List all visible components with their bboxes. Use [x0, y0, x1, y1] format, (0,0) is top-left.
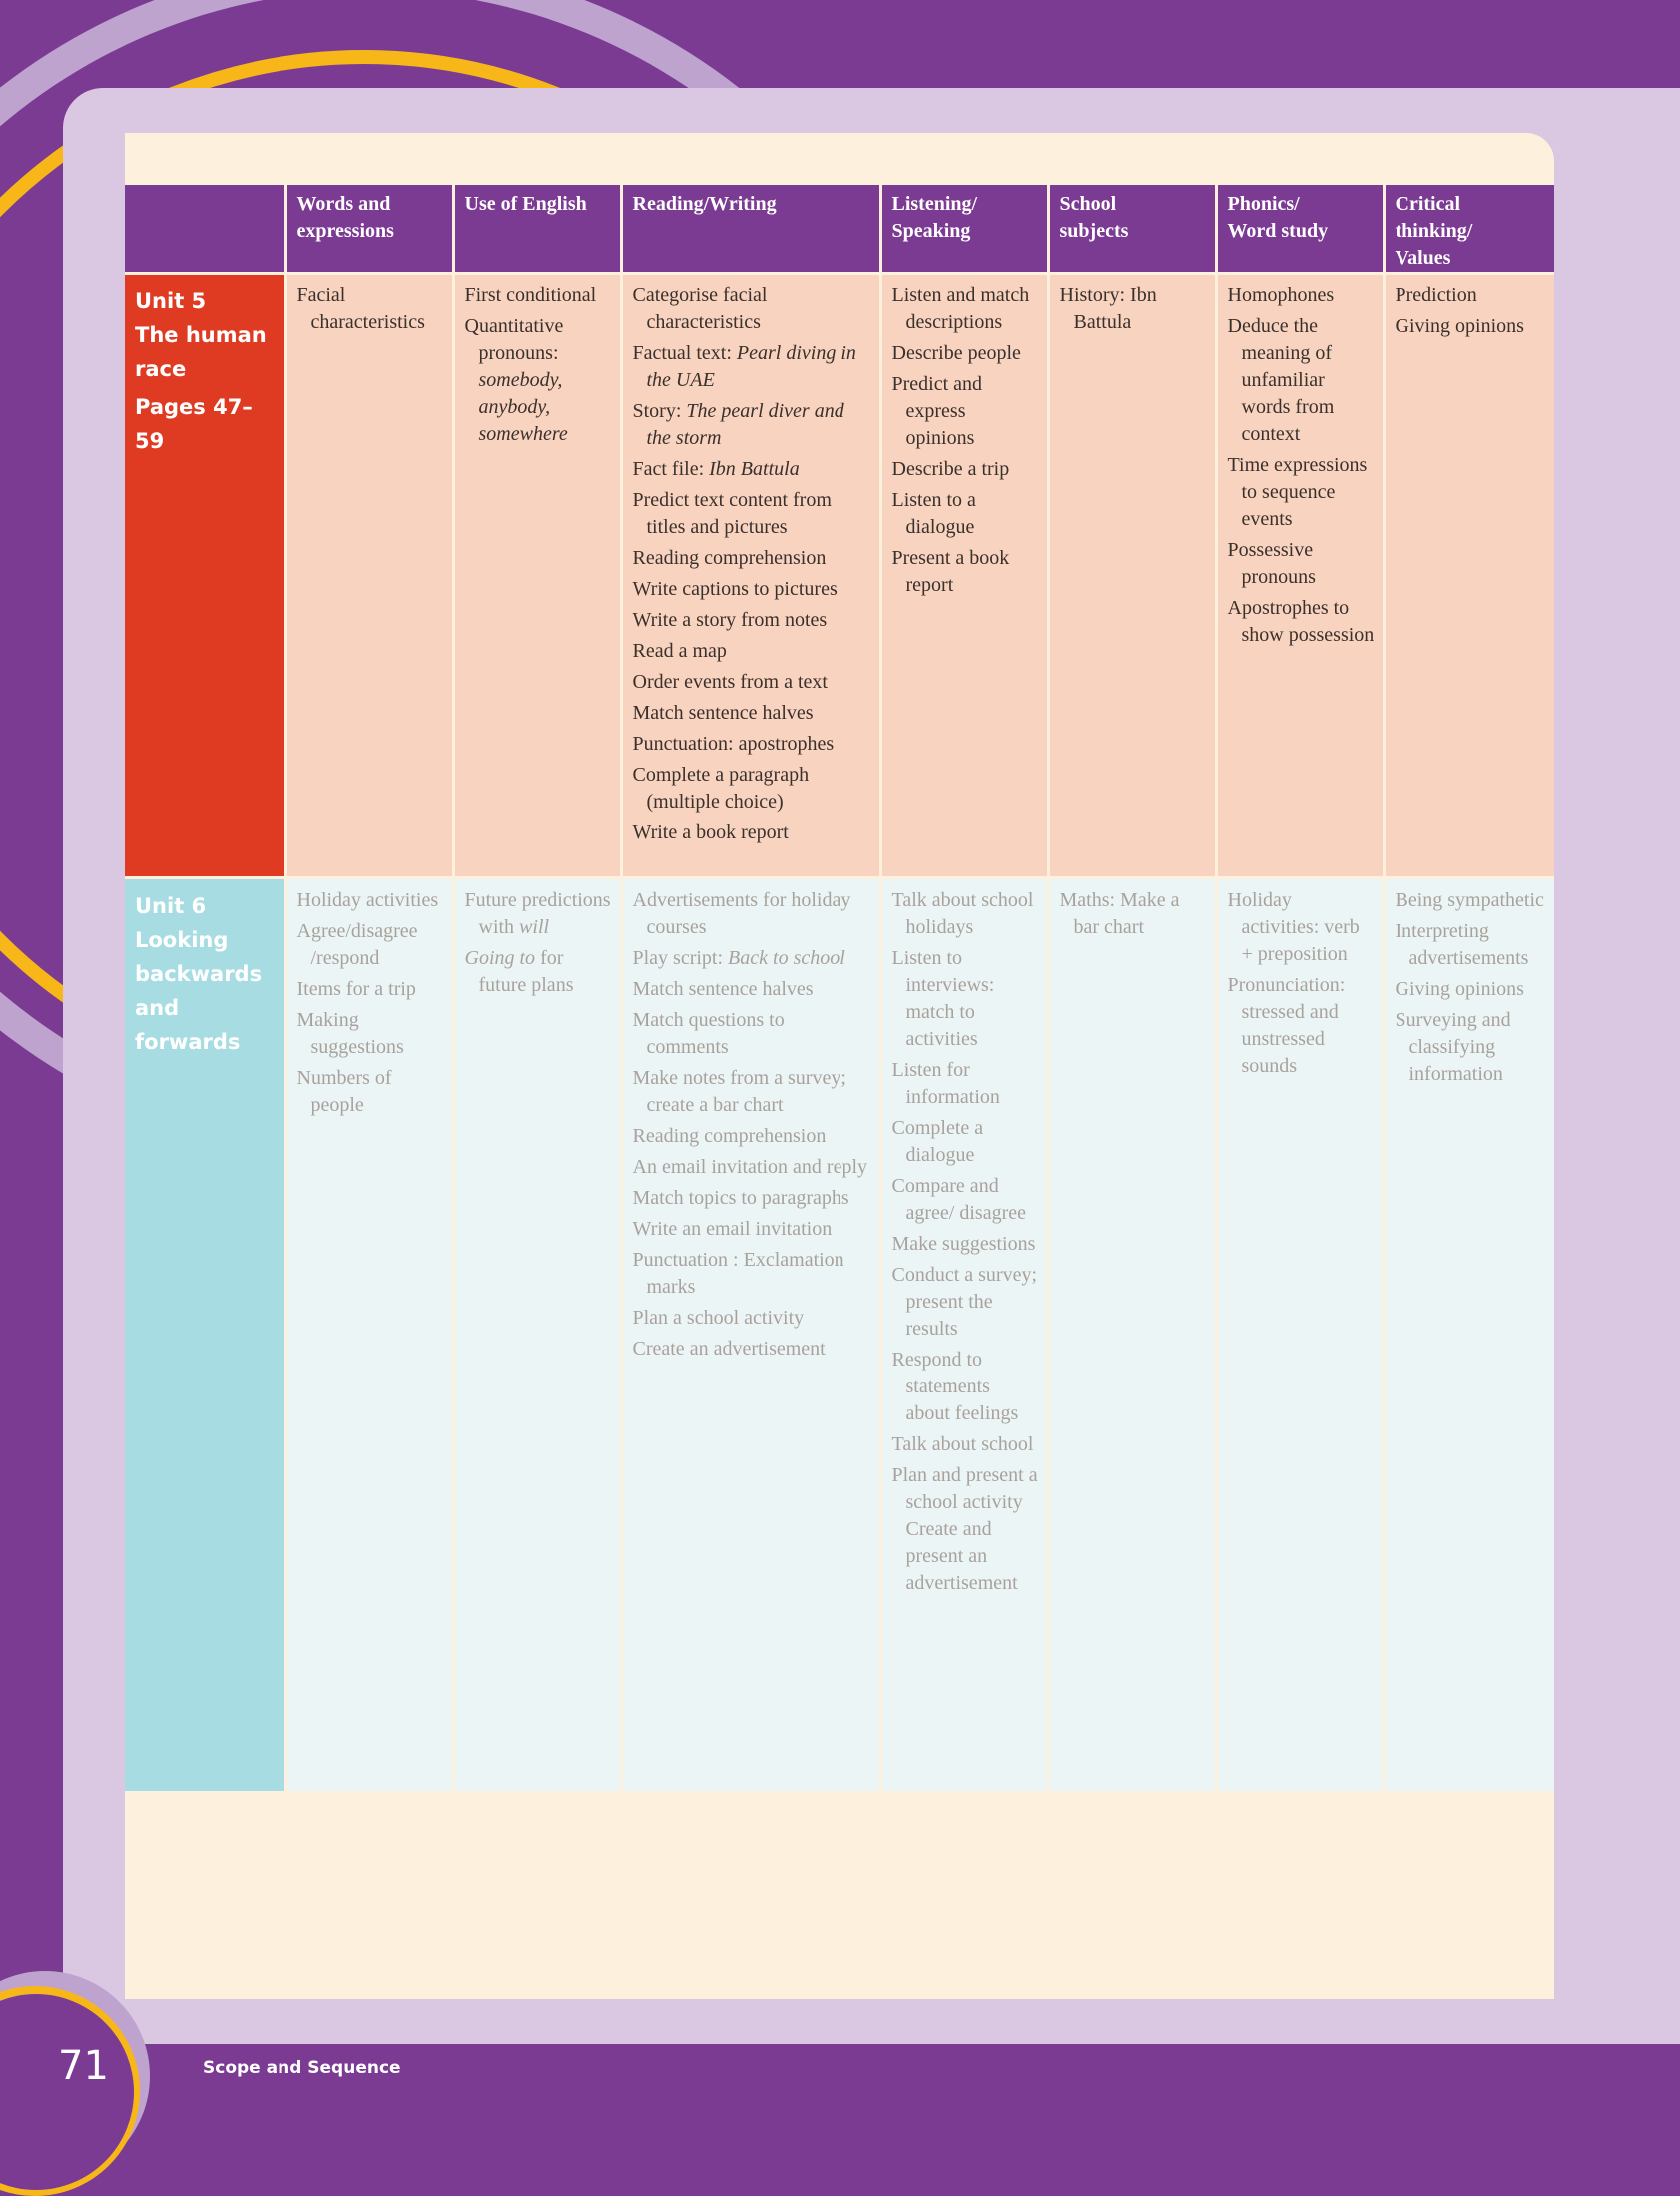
list-item: Giving opinions [1395, 315, 1524, 337]
item-text: Complete a paragraph (multiple choice) [632, 764, 810, 813]
item-text: Write an email invitation [632, 1218, 833, 1240]
item-text: Match sentence halves [632, 702, 814, 724]
item-italic-text: will [519, 916, 550, 938]
list-item [633, 456, 871, 483]
item-text: for future plans [478, 947, 574, 996]
list-item: Being sympathetic [1395, 889, 1544, 911]
header-words [285, 185, 453, 274]
list-item: History: Ibn Battula [1059, 284, 1157, 333]
header-label-line: Listening/ [891, 193, 978, 215]
item-text: Make notes from a survey; create a bar chart [632, 1067, 846, 1116]
unit-title-line: Unit 6 [135, 894, 207, 918]
list-item: Make suggestions [891, 1233, 1036, 1255]
cell-listening [880, 878, 1048, 1792]
unit-title-line: forwards [135, 1030, 241, 1054]
unit-title [135, 284, 275, 386]
list-item: Describe a trip [891, 458, 1010, 480]
list-item: Surveying and classifying information [1395, 1009, 1511, 1085]
unit-row [125, 274, 1554, 878]
item-text: Reading comprehension [632, 1125, 827, 1147]
unit-title-line: Looking [135, 928, 229, 952]
cell-school [1048, 274, 1216, 878]
item-text: Match questions to comments [632, 1009, 785, 1058]
list-item [465, 313, 612, 448]
item-italic-text: Going to [464, 947, 536, 969]
header-label-line: thinking/ [1395, 220, 1473, 242]
header-label-line: Word study [1227, 220, 1329, 242]
list-item: Listen and match descriptions [891, 284, 1030, 333]
header-phonics [1216, 185, 1384, 274]
unit-title-line: The human [135, 323, 267, 347]
list-item [633, 669, 871, 696]
list-item: Pronunciation: stressed and unstressed sounds [1227, 974, 1346, 1077]
list-item: Facial characteristics [296, 284, 425, 333]
cell-english [453, 878, 621, 1792]
list-item: Homophones [1227, 284, 1335, 306]
list-item [465, 887, 612, 941]
unit-title-line: race [135, 357, 187, 381]
list-item [633, 576, 871, 603]
item-text: Punctuation: apostrophes [632, 733, 835, 755]
item-text: Create an advertisement [632, 1338, 826, 1360]
list-item: Listen to interviews: match to activities [891, 947, 995, 1050]
unit-pages: Pages 47–59 [135, 395, 253, 453]
header-label-line: expressions [296, 220, 394, 242]
item-text: Categorise facial characteristics [632, 284, 768, 333]
header-label-line: School [1059, 193, 1117, 215]
list-item [633, 887, 871, 941]
header-unit [125, 185, 285, 274]
list-item [633, 487, 871, 541]
list-item: Listen for information [891, 1059, 1000, 1108]
list-item [633, 762, 871, 816]
item-text: Play script: [632, 947, 729, 969]
item-italic-text: Pearl diving in the UAE [646, 342, 856, 391]
list-item: Prediction [1395, 284, 1477, 306]
item-text: Quantitative pronouns: [464, 315, 564, 364]
cell-listening [880, 274, 1048, 878]
item-text: Order events from a text [632, 671, 828, 693]
list-item: Numbers of people [296, 1067, 392, 1116]
item-italic-text: Ibn Battula [709, 458, 800, 480]
list-item [633, 282, 871, 336]
list-item [633, 976, 871, 1003]
list-item: Conduct a survey; present the results [891, 1264, 1038, 1340]
item-italic-text: The pearl diver and the storm [646, 400, 844, 449]
item-text: Reading comprehension [632, 547, 827, 569]
item-text: Fact file: [632, 458, 710, 480]
list-item [633, 638, 871, 665]
item-italic-text: somebody, anybody, somewhere [478, 369, 568, 445]
cell-reading [621, 274, 880, 878]
item-text: Match sentence halves [632, 978, 814, 1000]
header-label-line: subjects [1059, 220, 1129, 242]
cell-english [453, 274, 621, 878]
footer-title: Scope and Sequence [203, 2058, 401, 2078]
item-text: Write a story from notes [632, 609, 828, 631]
list-item: Listen to a dialogue [891, 489, 976, 538]
list-item: Respond to statements about feelings [891, 1349, 1019, 1424]
header-label-line: Critical [1395, 193, 1461, 215]
list-item: Agree/disagree /respond [296, 920, 418, 969]
list-item: Compare and agree/ disagree [891, 1175, 1026, 1224]
header-row [125, 185, 1554, 274]
header-label-line: Reading/Writing [632, 193, 777, 215]
unit-title-line: backwards [135, 962, 263, 986]
list-item: Interpreting advertisements [1395, 920, 1529, 969]
page-number: 71 [58, 2043, 109, 2089]
unit-title-line: Unit 5 [135, 289, 207, 313]
item-text: First conditional [464, 284, 597, 306]
item-text: Read a map [632, 640, 727, 662]
list-item: Holiday activities: verb + preposition [1227, 889, 1360, 965]
list-item: Holiday activities [296, 889, 439, 911]
list-item [633, 1305, 871, 1332]
header-listening [880, 185, 1048, 274]
item-text: Factual text: [632, 342, 737, 364]
list-item [633, 340, 871, 394]
scope-sequence-table [125, 185, 1554, 1791]
header-reading [621, 185, 880, 274]
item-text: Story: [632, 400, 687, 422]
item-text: Plan a school activity [632, 1307, 805, 1329]
list-item: Possessive pronouns [1227, 539, 1316, 588]
header-label-line: Values [1395, 247, 1451, 269]
list-item: Describe people [891, 342, 1021, 364]
header-label-line: Words and [296, 193, 391, 215]
cell-reading [621, 878, 880, 1792]
cell-phonics [1216, 878, 1384, 1792]
list-item [633, 820, 871, 846]
list-item: Predict and express opinions [891, 373, 983, 449]
list-item [465, 945, 612, 999]
item-italic-text: Back to school [728, 947, 845, 969]
unit-title-cell [125, 878, 285, 1792]
cell-school [1048, 878, 1216, 1792]
cell-critical [1384, 274, 1554, 878]
unit-row [125, 878, 1554, 1792]
item-text: Advertisements for holiday courses [632, 889, 851, 938]
item-text: An email invitation and reply [632, 1156, 867, 1178]
item-text: Write captions to pictures [632, 578, 838, 600]
list-item [633, 1065, 871, 1119]
list-item: Complete a dialogue [891, 1117, 984, 1166]
list-item [633, 1123, 871, 1150]
header-school [1048, 185, 1216, 274]
list-item: Deduce the meaning of unfamiliar words from context [1227, 315, 1335, 445]
item-text: Future predictions with [464, 889, 611, 938]
header-critical [1384, 185, 1554, 274]
list-item: Making suggestions [296, 1009, 404, 1058]
list-item [633, 731, 871, 758]
list-item: Giving opinions [1395, 978, 1524, 1000]
list-item: Present a book report [891, 547, 1010, 596]
list-item [633, 945, 871, 972]
unit-title [135, 889, 275, 1059]
header-label-line: Phonics/ [1227, 193, 1300, 215]
item-text: Punctuation : Exclamation marks [632, 1249, 844, 1298]
list-item: Plan and present a school activity Create and present an advertisement [891, 1464, 1038, 1594]
item-text: Write a book report [632, 822, 789, 843]
header-label-line: Use of English [464, 193, 587, 215]
cell-words [285, 878, 453, 1792]
list-item: Talk about school holidays [891, 889, 1034, 938]
unit-title-cell [125, 274, 285, 878]
list-item [633, 1007, 871, 1061]
cell-critical [1384, 878, 1554, 1792]
header-english [453, 185, 621, 274]
item-text: Predict text content from titles and pictures [632, 489, 832, 538]
list-item [633, 398, 871, 452]
list-item [633, 1154, 871, 1181]
list-item [633, 1185, 871, 1212]
list-item [633, 700, 871, 727]
cell-words [285, 274, 453, 878]
list-item [633, 545, 871, 572]
list-item: Talk about school [891, 1433, 1034, 1455]
list-item [633, 1336, 871, 1363]
list-item: Apostrophes to show possession [1227, 597, 1375, 646]
cell-phonics [1216, 274, 1384, 878]
list-item [633, 607, 871, 634]
list-item: Maths: Make a bar chart [1059, 889, 1180, 938]
item-text: Match topics to paragraphs [632, 1187, 849, 1209]
list-item [465, 282, 612, 309]
list-item: Time expressions to sequence events [1227, 454, 1368, 530]
list-item [633, 1216, 871, 1243]
list-item: Items for a trip [296, 978, 416, 1000]
unit-title-line: and [135, 996, 180, 1020]
list-item [633, 1247, 871, 1301]
header-label-line: Speaking [891, 220, 971, 242]
